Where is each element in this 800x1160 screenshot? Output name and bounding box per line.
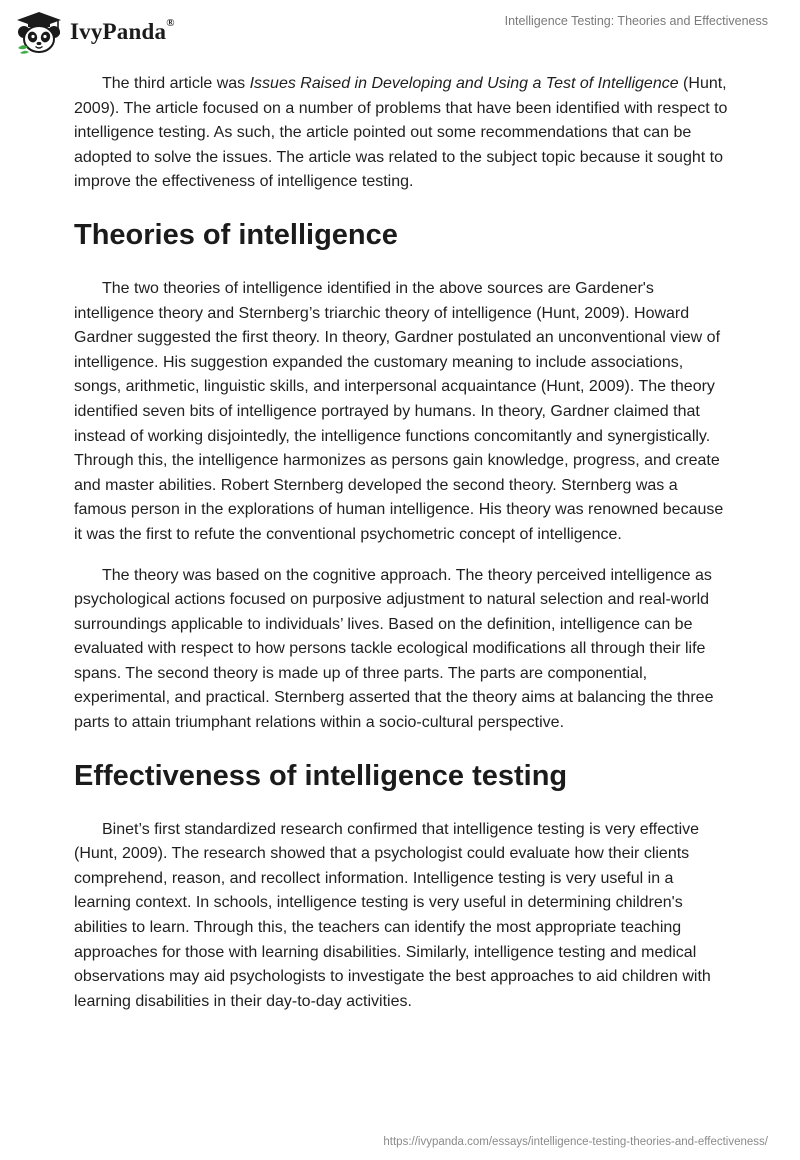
article-title: Issues Raised in Developing and Using a Test of Intelligence	[249, 75, 679, 92]
brand-name: IvyPanda®	[70, 17, 175, 44]
theories-paragraph-1: The two theories of intelligence identified in the above sources are Gardener's intelligence theory and Sternberg’s triarchic theory of intelligence (Hunt, 2009). Howard Gardner suggested the first theory. In theory, Gardner postulated an unconventional view of intelligence. His suggestion expanded the customary meaning to include associations, songs, arithmetic, linguistic skills, and interpersonal acquaintance (Hunt, 2009). The theory identified seven bits of intelligence portrayed by humans. In theory, Gardner claimed that instead of working disjointedly, the intelligence functions concomitantly and synergistically. Through this, the intelligence harmonizes as persons gain knowledge, progress, and create and master abilities. Robert Sternberg developed the second theory. Sternberg was a famous person in the explorations of human intelligence. His theory was renowned because it was the first to refute the conventional psychometric concept of intelligence.	[74, 279, 724, 543]
brand-logo[interactable]	[14, 10, 175, 54]
document-title: Intelligence Testing: Theories and Effectiveness	[504, 14, 768, 28]
page-header	[0, 0, 800, 70]
intro-paragraph: The third article was Issues Raised in Developing and Using a Test of Intelligence (Hunt, 2009). The article focused on a number of problems that have been identified with respect to intelligence testing. As such, the article pointed out some recommendations that can be adopted to solve the issues. The article was related to the subject topic because it sought to improve the effectiveness of intelligence testing.	[74, 75, 728, 191]
theories-paragraph-2: The theory was based on the cognitive approach. The theory perceived intelligence as psychological actions focused on purposive adjustment to natural selection and real-world surroundings applicable to individuals’ lives. Based on the definition, intelligence can be evaluated with respect to how persons tackle ecological modifications all through their life spans. The second theory is made up of three parts. The parts are componential, experimental, and practical. Sternberg asserted that the theory aims at balancing the three parts to attain triumphant relations within a socio-cultural perspective.	[74, 566, 714, 732]
effectiveness-paragraph-1: Binet’s first standardized research confirmed that intelligence testing is very effective (Hunt, 2009). The research showed that a psychologist could evaluate how their clients comprehend, reason, and recollect information. Intelligence testing is very useful in a learning context. In schools, intelligence testing is very useful in determining children's abilities to learn. Through this, the teachers can identify the most appropriate teaching approaches for those with learning disabilities. Similarly, intelligence testing and medical observations may aid psychologists to investigate the best approaches to aid children with learning disabilities in their day-to-day activities.	[74, 820, 711, 1010]
source-url[interactable]: https://ivypanda.com/essays/intelligence-testing-theories-and-effectiveness/	[383, 1136, 768, 1148]
panda-graduate-icon	[14, 10, 64, 54]
section-heading-theories: Theories of intelligence	[74, 218, 398, 251]
section-heading-effectiveness: Effectiveness of intelligence testing	[74, 759, 568, 792]
essay-content	[74, 72, 728, 1030]
registered-mark: ®	[166, 17, 175, 30]
